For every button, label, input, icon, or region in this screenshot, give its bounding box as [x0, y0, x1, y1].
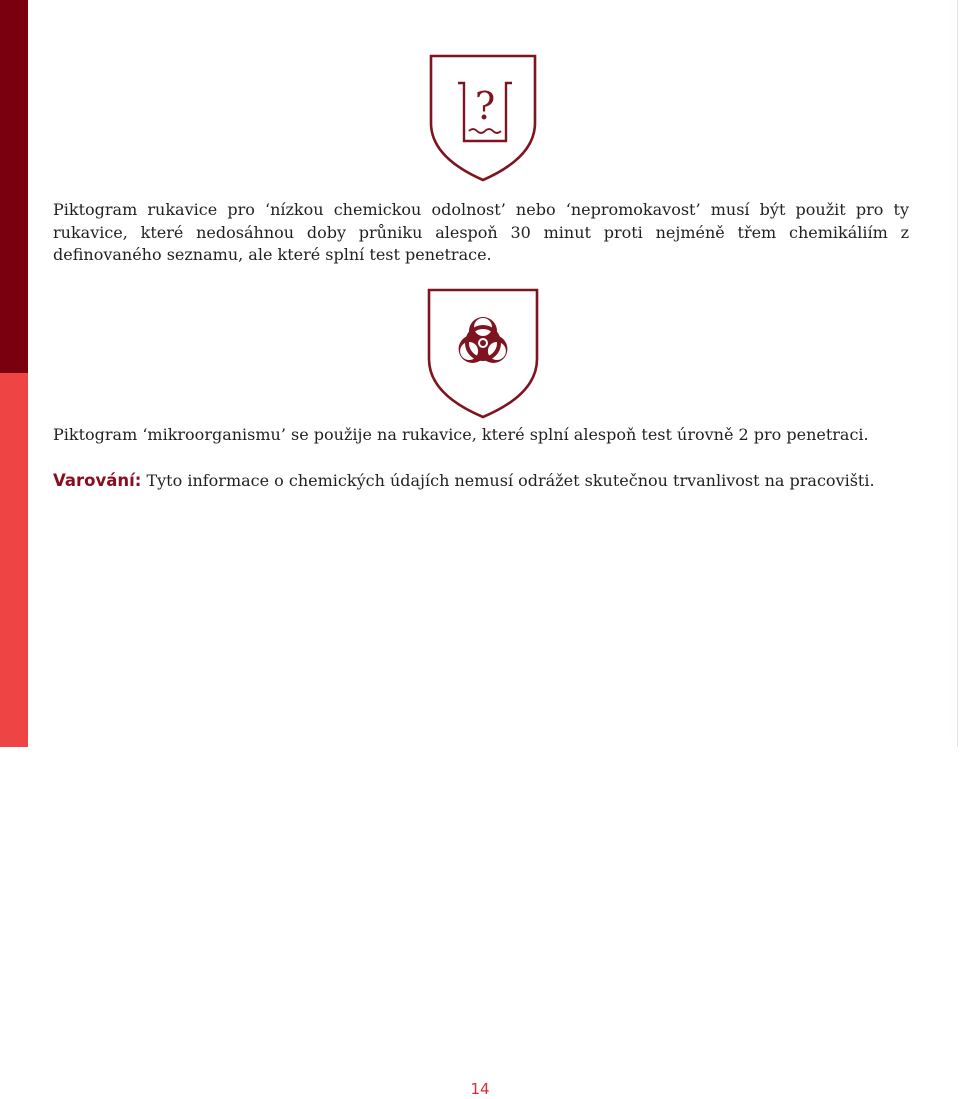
- svg-text:?: ?: [474, 84, 496, 128]
- chemical-pictogram-description: Piktogram rukavice pro ‘nízkou chemickou odolnost’ nebo ‘nepromokavost’ musí být použit pro ty rukavice, které nedosáhnou doby průniku alespoň 30 minut proti nejméně třem chemikáliím z definovaného seznamu, ale které splní test penetrace.: [53, 200, 909, 264]
- warning-paragraph: [53, 470, 909, 493]
- warning-label: Varování:: [53, 471, 142, 490]
- page-number: 14: [470, 1080, 490, 1098]
- biohazard-pictogram-description: Piktogram ‘mikroorganismu’ se použije na rukavice, které splní alespoň test úrovně 2 pro penetraci.: [53, 425, 869, 444]
- biohazard-pictogram-icon: [426, 287, 540, 420]
- low-chemical-resistance-pictogram-icon: [428, 53, 538, 183]
- side-band-light: [0, 373, 28, 747]
- side-band-dark: [0, 0, 28, 373]
- warning-text: Tyto informace o chemických údajích nemusí odrážet skutečnou trvanlivost na pracovišti.: [141, 471, 875, 490]
- page-edge-rule: [957, 0, 958, 747]
